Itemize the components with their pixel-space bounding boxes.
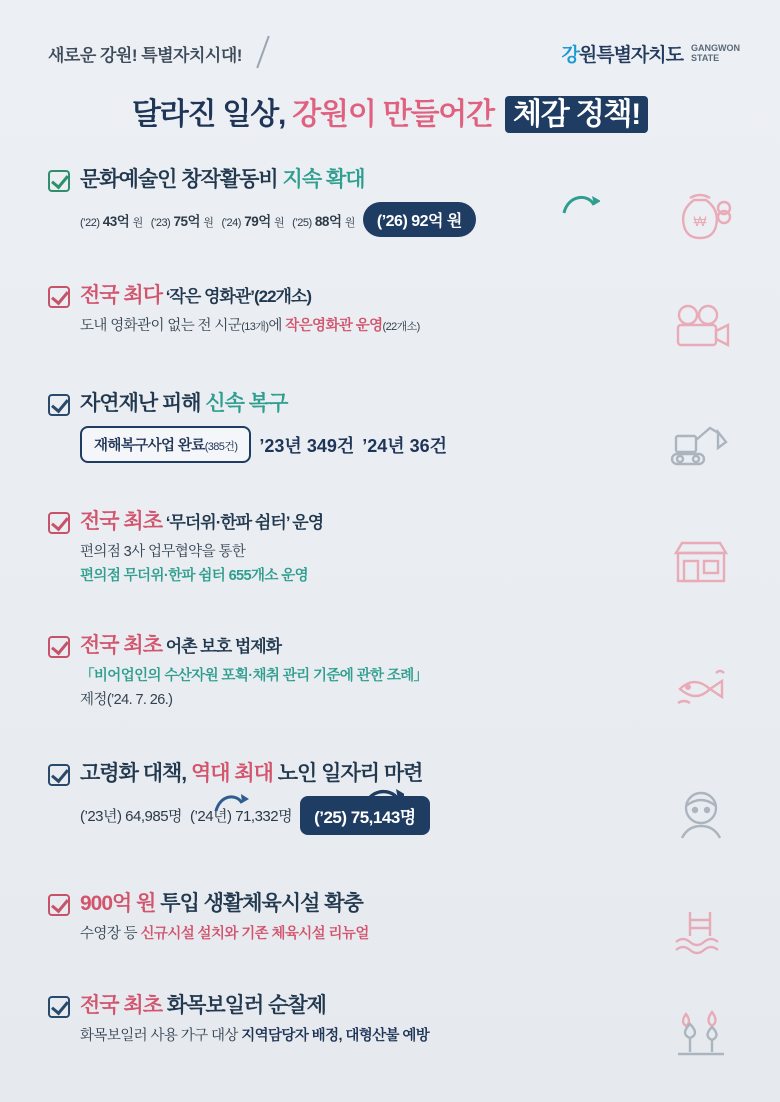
svg-text:₩: ₩ xyxy=(693,213,707,229)
brand-korean xyxy=(562,40,683,67)
checkbox-icon xyxy=(48,394,70,416)
policy-item-4 xyxy=(0,503,780,621)
policy-item-3 xyxy=(0,385,780,497)
policy-list xyxy=(0,159,780,1079)
policy-item-8-sub: 화목보일러 사용 가구 대상 지역담당자 배정, 대형산불 예방 xyxy=(80,1028,430,1045)
policy-item-8-headline: 전국 최초 화목보일러 순찰제 xyxy=(80,994,326,1017)
title-part2: 강원이 만들어간 xyxy=(292,98,501,131)
policy-item-3-figures xyxy=(80,426,740,463)
checkbox-icon xyxy=(48,996,70,1018)
checkbox-icon xyxy=(48,636,70,658)
policy-item-3-head xyxy=(48,391,740,416)
policy-item-4-sub-line2: 편의점 무더위·한파 쉼터 655개소 운영 xyxy=(80,567,309,584)
policy-item-2-sub: 도내 영화관이 없는 전 시군(13개)에 작은영화관 운영(22개소) xyxy=(80,318,420,335)
figure-value: (’23) 75억 원 xyxy=(150,213,214,229)
page-title xyxy=(132,89,648,133)
policy-item-5-head xyxy=(48,633,740,658)
completion-tag: 재해복구사업 완료(385건) xyxy=(80,426,251,463)
policy-item-6 xyxy=(0,755,780,875)
figure-value: ’23년 349건 xyxy=(259,435,355,456)
kicker-slash-decoration xyxy=(256,36,270,69)
policy-item-4-head xyxy=(48,509,740,534)
money-bag-icon xyxy=(666,184,736,246)
figure-value: (’25) 88억 원 xyxy=(292,213,355,229)
brand-logo xyxy=(562,40,740,67)
checkbox-icon xyxy=(48,286,70,308)
swimming-pool-icon xyxy=(666,898,736,960)
policy-item-8 xyxy=(0,983,780,1079)
policy-item-6-headline: 고령화 대책, 역대 최대 노인 일자리 마련 xyxy=(80,762,423,785)
policy-item-5 xyxy=(0,627,780,749)
convenience-store-icon xyxy=(666,531,736,593)
curved-arrow-icon xyxy=(360,795,394,815)
policy-item-1-headline-plain: 문화예술인 창작활동비 xyxy=(80,168,283,191)
curved-arrow-icon xyxy=(212,799,246,819)
figure-value: ’24년 36건 xyxy=(362,435,448,456)
policy-item-2 xyxy=(0,277,780,379)
policy-item-7-headline: 900억 원 투입 생활체육시설 확충 xyxy=(80,892,363,915)
figure-value: (’24년) 71,332명 xyxy=(190,808,293,826)
policy-item-3-headline: 자연재난 피해 신속 복구 xyxy=(80,392,288,415)
policy-item-1-headline-accent: 지속 확대 xyxy=(282,168,365,191)
brand-english-line1: GANGWON xyxy=(691,42,740,53)
film-camera-icon xyxy=(666,297,736,359)
policy-item-4-sub-line1: 편의점 3사 업무협약을 통한 xyxy=(80,544,246,561)
curved-arrow-icon xyxy=(560,201,594,221)
brand-english-line2: STATE xyxy=(691,52,720,63)
excavator-icon xyxy=(666,410,736,472)
checkbox-icon xyxy=(48,170,70,192)
checkbox-icon xyxy=(48,764,70,786)
policy-item-4-headline: 전국 최초 ‘무더위·한파 쉼터’ 운영 xyxy=(80,510,324,533)
policy-item-5-sub-line1: 「비어업인의 수산자원 포획·채취 관리 기준에 관한 조례」 xyxy=(80,668,428,685)
policy-item-5-headline: 전국 최초 어촌 보호 법제화 xyxy=(80,634,282,657)
brand-korean-initial: 강 xyxy=(561,45,579,66)
senior-person-icon xyxy=(666,784,736,846)
policy-item-1-head xyxy=(48,167,740,192)
brand-korean-rest: 원특별자치도 xyxy=(578,45,683,66)
policy-item-6-figures xyxy=(80,796,740,835)
header-kicker: 새로운 강원! 특별자치시대! xyxy=(48,46,242,65)
fish-icon xyxy=(666,657,736,719)
title-block xyxy=(0,89,780,133)
policy-item-2-headline: 전국 최다 ‘작은 영화관’(22개소) xyxy=(80,284,312,307)
policy-item-8-head xyxy=(48,993,740,1018)
checkbox-icon xyxy=(48,894,70,916)
highlight-pill: (’26) 92억 원 xyxy=(363,202,476,237)
forest-fire-icon xyxy=(666,1000,736,1062)
header-kicker-wrap xyxy=(48,41,242,66)
figure-value: (’24) 79억 원 xyxy=(221,213,285,229)
policy-item-7-head xyxy=(48,891,740,916)
title-part1: 달라진 일상, xyxy=(131,98,293,131)
checkbox-icon xyxy=(48,512,70,534)
policy-item-5-sub-line2: 제정(’24. 7. 26.) xyxy=(80,691,173,708)
poster-header xyxy=(0,0,780,67)
policy-item-1-headline xyxy=(80,167,365,192)
figure-value: (’22) 43억 원 xyxy=(80,213,143,229)
title-highlight: 체감 정책! xyxy=(505,96,648,133)
policy-item-1 xyxy=(0,159,780,271)
policy-item-7 xyxy=(0,881,780,977)
brand-english xyxy=(691,44,740,64)
figure-value: (’23년) 64,985명 xyxy=(80,808,183,826)
policy-item-1-figures xyxy=(80,202,740,237)
policy-item-7-sub: 수영장 등 신규시설 설치와 기존 체육시설 리뉴얼 xyxy=(80,926,369,943)
highlight-box: (’25) 75,143명 xyxy=(300,796,430,835)
policy-item-2-head xyxy=(48,283,740,308)
